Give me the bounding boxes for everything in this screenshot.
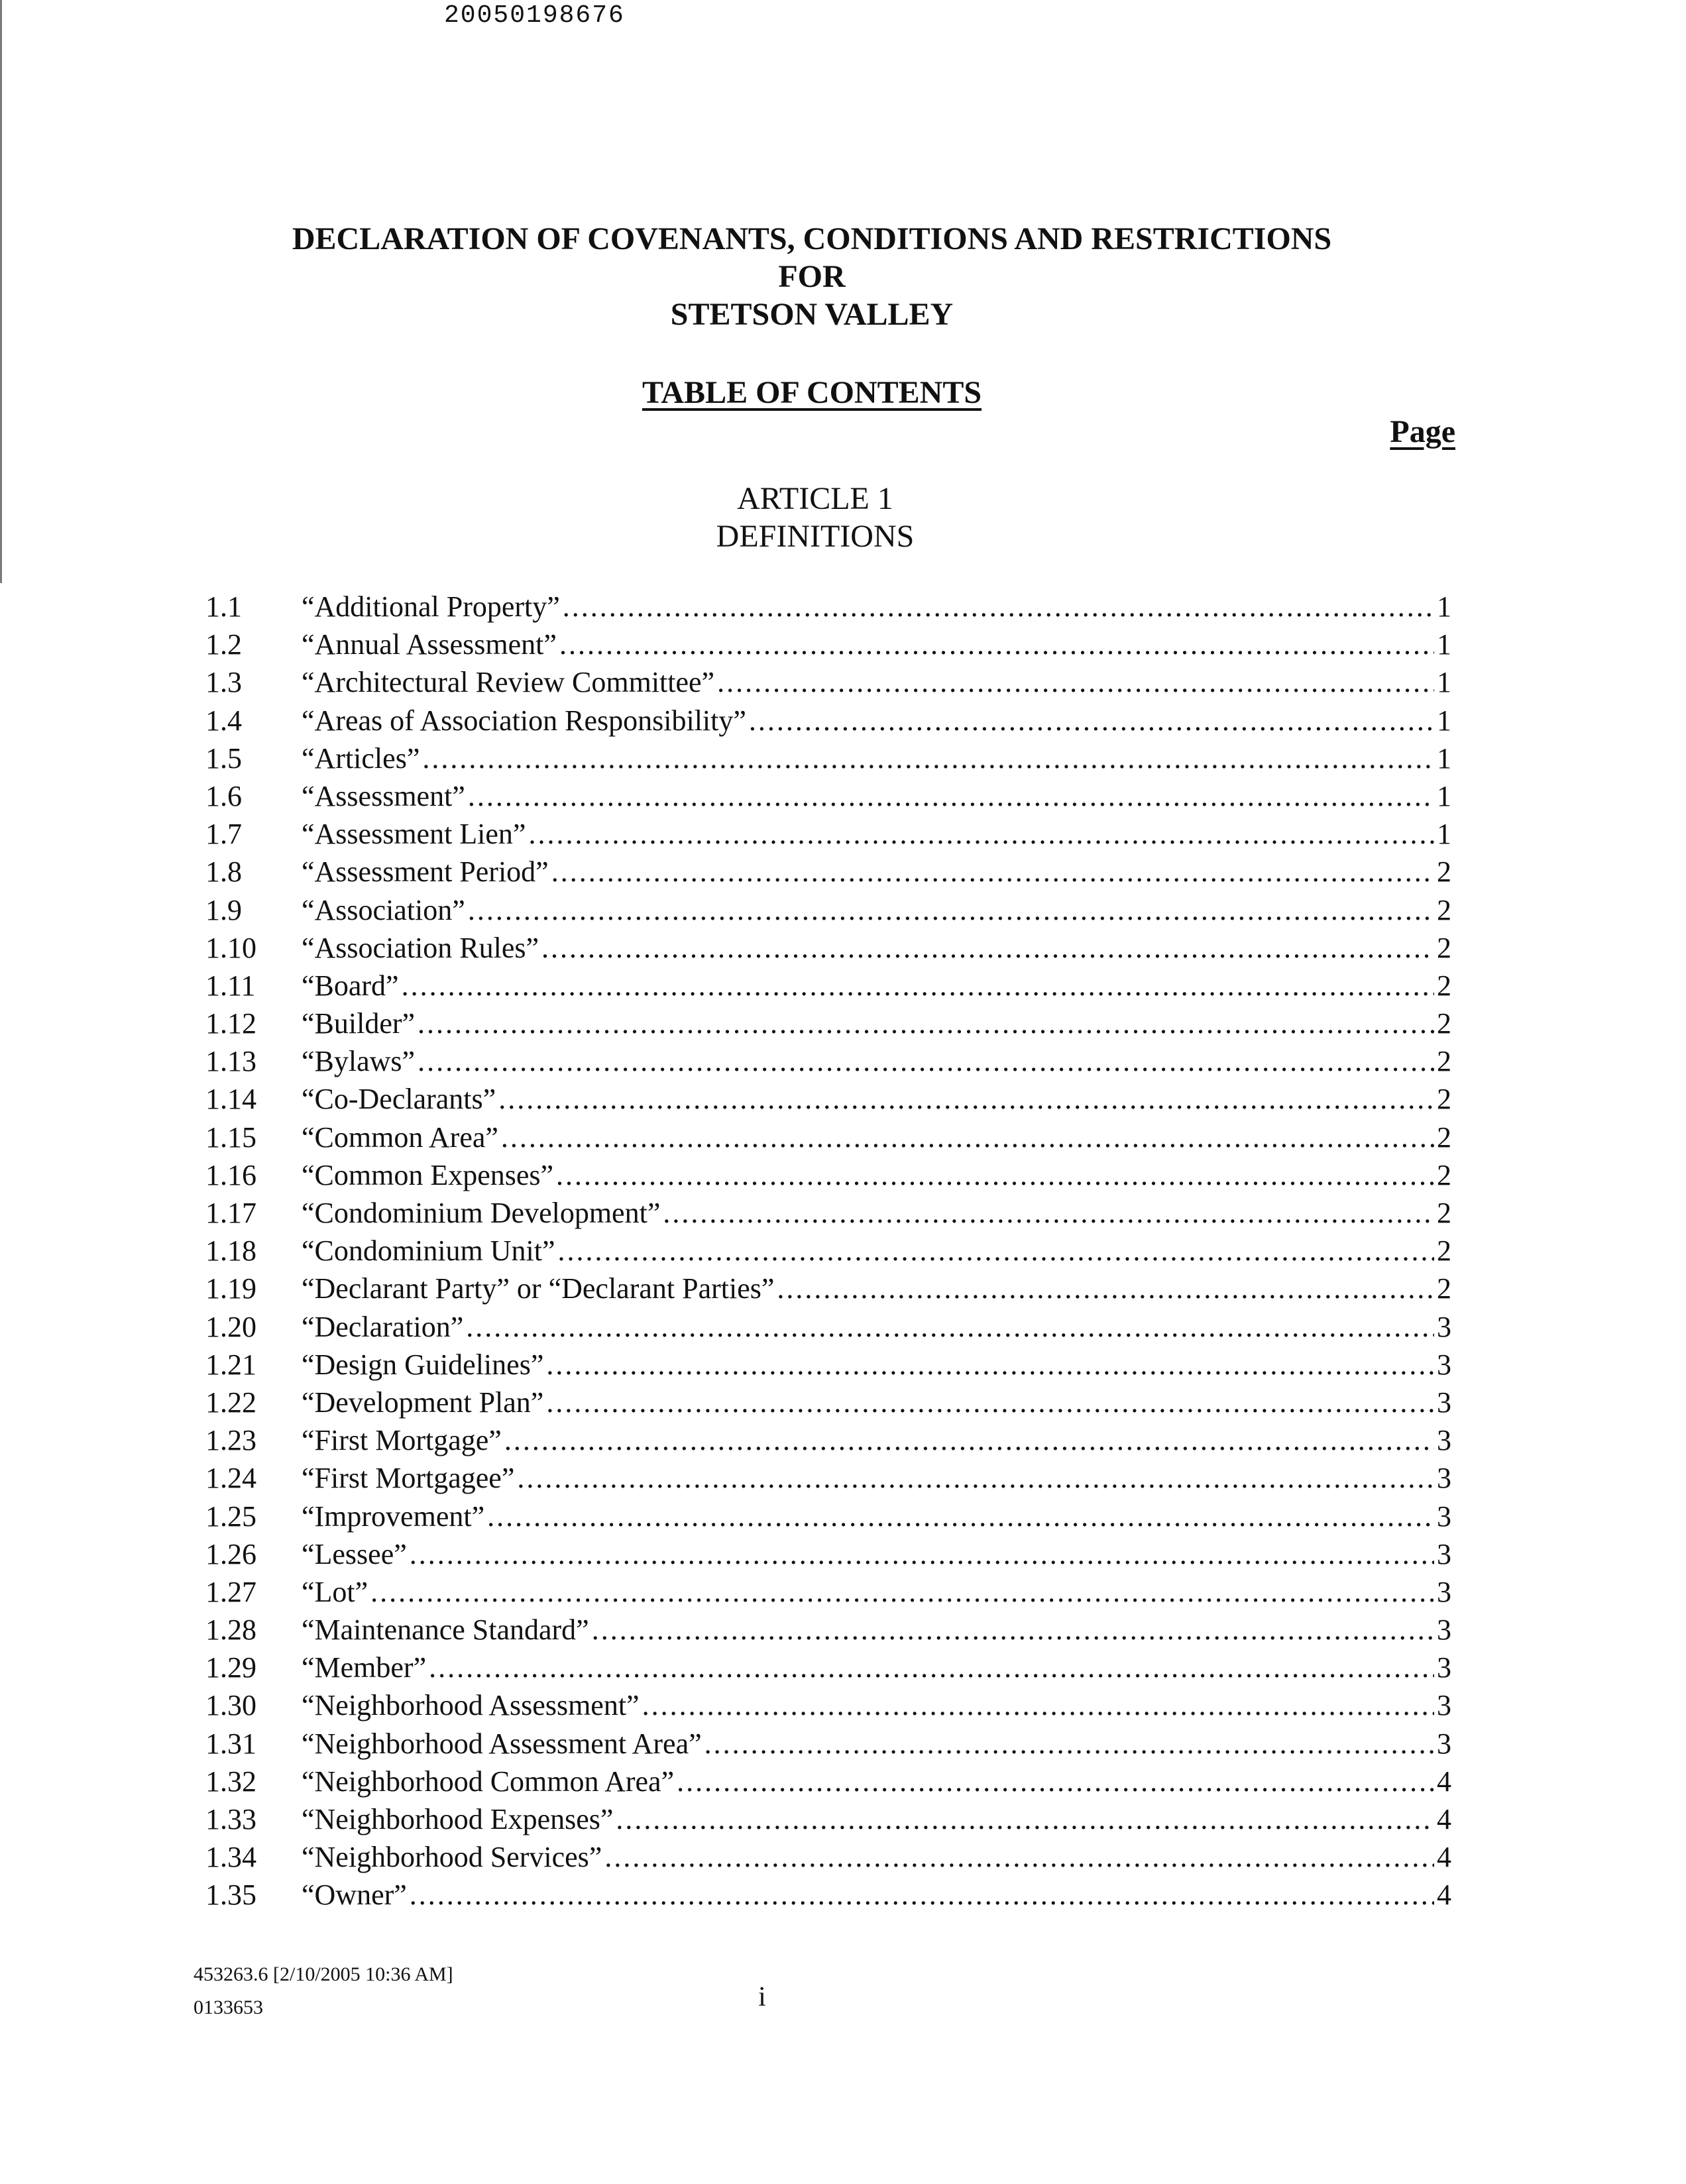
toc-entry-title: “Improvement” xyxy=(302,1500,485,1533)
toc-dot-leader xyxy=(498,1082,1434,1116)
toc-dot-leader xyxy=(504,1423,1434,1457)
toc-entry-page: 2 xyxy=(1437,1045,1451,1078)
toc-dot-leader xyxy=(663,1196,1434,1230)
toc-dot-leader xyxy=(528,817,1434,851)
toc-entry-page: 3 xyxy=(1437,1462,1451,1495)
toc-entry-title: “Additional Property” xyxy=(302,590,560,623)
toc-dot-leader xyxy=(546,1348,1434,1382)
toc-dot-leader xyxy=(642,1688,1434,1722)
toc-dot-leader xyxy=(704,1727,1434,1761)
toc-entry[interactable] xyxy=(205,1234,1451,1272)
toc-dot-leader xyxy=(517,1461,1434,1495)
toc-entry-title: “Builder” xyxy=(302,1007,416,1040)
toc-entry-title: “Association” xyxy=(302,893,465,926)
toc-entry-number: 1.24 xyxy=(205,1462,256,1495)
toc-dot-leader xyxy=(402,969,1434,1003)
toc-entry[interactable] xyxy=(205,855,1451,893)
toc-entry-number: 1.17 xyxy=(205,1197,256,1229)
toc-entry[interactable] xyxy=(205,628,1451,665)
toc-entry-number: 1.15 xyxy=(205,1120,256,1154)
toc-entry[interactable] xyxy=(205,1727,1451,1765)
toc-entry-page: 2 xyxy=(1437,855,1451,889)
toc-entry[interactable] xyxy=(205,1500,1451,1537)
toc-entry-number: 1.1 xyxy=(205,590,242,623)
toc-entry-number: 1.26 xyxy=(205,1537,256,1570)
toc-entry-page: 3 xyxy=(1437,1348,1451,1381)
title-line-3: STETSON VALLEY xyxy=(670,297,954,332)
toc-entry-page: 1 xyxy=(1437,779,1451,812)
toc-dot-leader xyxy=(418,1007,1434,1040)
toc-entry-page: 2 xyxy=(1437,1120,1451,1154)
toc-entry-title: “Declaration” xyxy=(302,1310,464,1343)
toc-entry[interactable] xyxy=(205,1802,1451,1840)
toc-entry-page: 4 xyxy=(1437,1765,1451,1798)
toc-entry-number: 1.32 xyxy=(205,1765,256,1798)
toc-entry[interactable] xyxy=(205,1461,1451,1499)
toc-entry-page: 3 xyxy=(1437,1689,1451,1722)
toc-entry[interactable] xyxy=(205,1044,1451,1082)
toc-entry[interactable] xyxy=(205,969,1451,1007)
toc-entry-number: 1.27 xyxy=(205,1575,256,1608)
toc-entry-title: “Assessment Lien” xyxy=(302,818,526,851)
toc-dot-leader xyxy=(422,741,1434,775)
toc-entry[interactable] xyxy=(205,817,1451,855)
toc-entry-number: 1.28 xyxy=(205,1613,256,1647)
toc-entry-number: 1.8 xyxy=(205,855,242,889)
toc-entry[interactable] xyxy=(205,1196,1451,1234)
toc-entry-title: “Assessment Period” xyxy=(302,855,549,889)
toc-entry-title: “Condominium Development” xyxy=(302,1197,661,1229)
toc-entry-number: 1.35 xyxy=(205,1879,256,1912)
toc-entry-page: 3 xyxy=(1437,1424,1451,1457)
toc-entry-title: “Lessee” xyxy=(302,1537,407,1570)
toc-entry-number: 1.13 xyxy=(205,1045,256,1078)
toc-entry-number: 1.22 xyxy=(205,1386,256,1419)
toc-dot-leader xyxy=(717,665,1434,699)
toc-entry-page: 4 xyxy=(1437,1879,1451,1912)
toc-dot-leader xyxy=(501,1120,1434,1154)
toc-entry-title: “Condominium Unit” xyxy=(302,1234,555,1268)
title-line-1: DECLARATION OF COVENANTS, CONDITIONS AND RESTRICTIONS xyxy=(292,221,1332,256)
footer-doc-ref: 453263.6 [2/10/2005 10:36 AM] xyxy=(194,1963,453,1985)
toc-entry-page: 3 xyxy=(1437,1575,1451,1608)
toc-entry-title: “Neighborhood Expenses” xyxy=(302,1803,614,1835)
toc-dot-leader xyxy=(541,931,1434,965)
article-heading xyxy=(649,480,981,555)
toc-entry-page: 2 xyxy=(1437,893,1451,926)
toc-entry-page: 1 xyxy=(1437,666,1451,699)
toc-entry-page: 3 xyxy=(1437,1500,1451,1533)
toc-entry-page: 2 xyxy=(1437,1197,1451,1229)
toc-entry-title: “Declarant Party” or “Declarant Parties” xyxy=(302,1272,775,1305)
toc-entry[interactable] xyxy=(205,1878,1451,1916)
toc-entry-page: 1 xyxy=(1437,818,1451,851)
toc-entry-number: 1.31 xyxy=(205,1727,256,1760)
toc-entry-title: “Owner” xyxy=(302,1879,407,1912)
toc-entry-page: 1 xyxy=(1437,628,1451,661)
toc-entry-page: 3 xyxy=(1437,1310,1451,1343)
toc-dot-leader xyxy=(749,704,1434,737)
toc-entry-number: 1.25 xyxy=(205,1500,256,1533)
toc-list xyxy=(205,590,1451,1916)
toc-entry-page: 2 xyxy=(1437,1158,1451,1191)
toc-entry-title: “First Mortgage” xyxy=(302,1424,502,1457)
toc-entry[interactable] xyxy=(205,1007,1451,1044)
article-number: ARTICLE 1 xyxy=(737,481,893,516)
toc-heading: TABLE OF CONTENTS xyxy=(642,375,982,410)
toc-entry-number: 1.12 xyxy=(205,1007,256,1040)
toc-entry-title: “Association Rules” xyxy=(302,931,539,964)
toc-entry[interactable] xyxy=(205,1613,1451,1651)
toc-dot-leader xyxy=(487,1500,1434,1533)
toc-entry[interactable] xyxy=(205,704,1451,741)
toc-entry[interactable] xyxy=(205,1082,1451,1120)
toc-entry[interactable] xyxy=(205,1765,1451,1802)
toc-dot-leader xyxy=(418,1044,1434,1078)
toc-entry-title: “Board” xyxy=(302,969,399,1002)
toc-entry-title: “Neighborhood Assessment” xyxy=(302,1689,640,1722)
toc-entry[interactable] xyxy=(205,1310,1451,1348)
toc-entry-title: “Co-Declarants” xyxy=(302,1083,496,1116)
toc-entry-number: 1.14 xyxy=(205,1083,256,1116)
toc-dot-leader xyxy=(592,1613,1434,1647)
article-name: DEFINITIONS xyxy=(716,519,915,554)
toc-entry-title: “Bylaws” xyxy=(302,1045,416,1078)
toc-entry-page: 2 xyxy=(1437,969,1451,1002)
toc-entry[interactable] xyxy=(205,1688,1451,1726)
toc-entry-number: 1.20 xyxy=(205,1310,256,1343)
toc-entry-number: 1.2 xyxy=(205,628,242,661)
toc-entry[interactable] xyxy=(205,1158,1451,1196)
toc-entry-page: 4 xyxy=(1437,1841,1451,1874)
toc-entry-number: 1.18 xyxy=(205,1234,256,1268)
toc-dot-leader xyxy=(551,855,1434,889)
toc-entry[interactable] xyxy=(205,665,1451,703)
footer-reference xyxy=(194,1958,453,2024)
toc-entry-title: “Annual Assessment” xyxy=(302,628,557,661)
toc-entry-title: “Architectural Review Committee” xyxy=(302,666,715,699)
toc-entry-page: 3 xyxy=(1437,1613,1451,1647)
toc-dot-leader xyxy=(563,590,1434,624)
toc-entry-number: 1.33 xyxy=(205,1803,256,1835)
toc-entry[interactable] xyxy=(205,1120,1451,1158)
toc-entry-title: “Design Guidelines” xyxy=(302,1348,544,1381)
toc-dot-leader xyxy=(558,1234,1434,1268)
toc-entry-number: 1.7 xyxy=(205,818,242,851)
toc-dot-leader xyxy=(468,779,1434,813)
toc-entry[interactable] xyxy=(205,931,1451,969)
toc-entry[interactable] xyxy=(205,1272,1451,1309)
toc-dot-leader xyxy=(429,1651,1434,1684)
toc-dot-leader xyxy=(466,1310,1434,1344)
toc-dot-leader xyxy=(410,1537,1434,1571)
document-title xyxy=(265,220,1359,333)
toc-entry[interactable] xyxy=(205,1575,1451,1613)
toc-entry-number: 1.3 xyxy=(205,666,242,699)
toc-entry-number: 1.23 xyxy=(205,1424,256,1457)
toc-entry-title: “Maintenance Standard” xyxy=(302,1613,589,1647)
toc-dot-leader xyxy=(677,1765,1434,1798)
toc-dot-leader xyxy=(556,1158,1434,1192)
toc-entry-number: 1.30 xyxy=(205,1689,256,1722)
toc-entry[interactable] xyxy=(205,1423,1451,1461)
toc-entry[interactable] xyxy=(205,779,1451,817)
toc-dot-leader xyxy=(777,1272,1434,1305)
toc-entry[interactable] xyxy=(205,893,1451,931)
toc-entry-title: “Assessment” xyxy=(302,779,465,812)
title-line-2: FOR xyxy=(778,259,846,294)
toc-entry-number: 1.19 xyxy=(205,1272,256,1305)
toc-dot-leader xyxy=(370,1575,1434,1609)
footer-page-number: i xyxy=(758,1982,766,2012)
toc-entry-title: “Development Plan” xyxy=(302,1386,544,1419)
toc-entry[interactable] xyxy=(205,1840,1451,1878)
toc-entry-page: 3 xyxy=(1437,1651,1451,1684)
toc-entry[interactable] xyxy=(205,1651,1451,1688)
toc-dot-leader xyxy=(604,1840,1434,1874)
toc-entry-page: 2 xyxy=(1437,1007,1451,1040)
toc-entry-number: 1.6 xyxy=(205,779,242,812)
toc-entry-number: 1.29 xyxy=(205,1651,256,1684)
toc-entry-number: 1.5 xyxy=(205,741,242,775)
toc-entry-page: 1 xyxy=(1437,741,1451,775)
toc-entry[interactable] xyxy=(205,1348,1451,1386)
toc-entry-title: “Common Expenses” xyxy=(302,1158,554,1191)
scan-edge-line xyxy=(0,0,2,583)
toc-entry-page: 3 xyxy=(1437,1386,1451,1419)
page-column-label: Page xyxy=(1390,414,1455,449)
toc-dot-leader xyxy=(559,628,1434,661)
toc-entry-page: 3 xyxy=(1437,1727,1451,1760)
toc-entry[interactable] xyxy=(205,1537,1451,1575)
toc-entry-title: “Member” xyxy=(302,1651,427,1684)
toc-entry-page: 3 xyxy=(1437,1537,1451,1570)
toc-entry-page: 2 xyxy=(1437,931,1451,964)
toc-entry-title: “Neighborhood Common Area” xyxy=(302,1765,675,1798)
document-number: 20050198676 xyxy=(444,1,625,30)
toc-entry-number: 1.34 xyxy=(205,1841,256,1874)
toc-entry-title: “Areas of Association Responsibility” xyxy=(302,704,746,737)
toc-entry-title: “Articles” xyxy=(302,741,420,775)
toc-entry-page: 4 xyxy=(1437,1803,1451,1835)
toc-entry-page: 1 xyxy=(1437,704,1451,737)
toc-dot-leader xyxy=(468,893,1434,927)
toc-entry[interactable] xyxy=(205,741,1451,779)
toc-entry-number: 1.9 xyxy=(205,893,242,926)
toc-entry-number: 1.4 xyxy=(205,704,242,737)
toc-entry-number: 1.11 xyxy=(205,969,256,1002)
toc-entry[interactable] xyxy=(205,590,1451,628)
toc-entry-number: 1.21 xyxy=(205,1348,256,1381)
toc-entry-page: 2 xyxy=(1437,1234,1451,1268)
toc-entry-number: 1.16 xyxy=(205,1158,256,1191)
toc-entry-title: “First Mortgagee” xyxy=(302,1462,515,1495)
toc-entry-title: “Common Area” xyxy=(302,1120,498,1154)
toc-entry[interactable] xyxy=(205,1386,1451,1423)
toc-dot-leader xyxy=(546,1386,1434,1419)
toc-entry-page: 2 xyxy=(1437,1272,1451,1305)
toc-entry-title: “Neighborhood Assessment Area” xyxy=(302,1727,702,1760)
toc-entry-page: 1 xyxy=(1437,590,1451,623)
toc-entry-number: 1.10 xyxy=(205,931,256,964)
footer-client-number: 0133653 xyxy=(194,1996,263,2018)
toc-dot-leader xyxy=(410,1878,1434,1912)
toc-entry-page: 2 xyxy=(1437,1083,1451,1116)
toc-dot-leader xyxy=(616,1802,1434,1836)
toc-entry-title: “Neighborhood Services” xyxy=(302,1841,602,1874)
toc-entry-title: “Lot” xyxy=(302,1575,368,1608)
